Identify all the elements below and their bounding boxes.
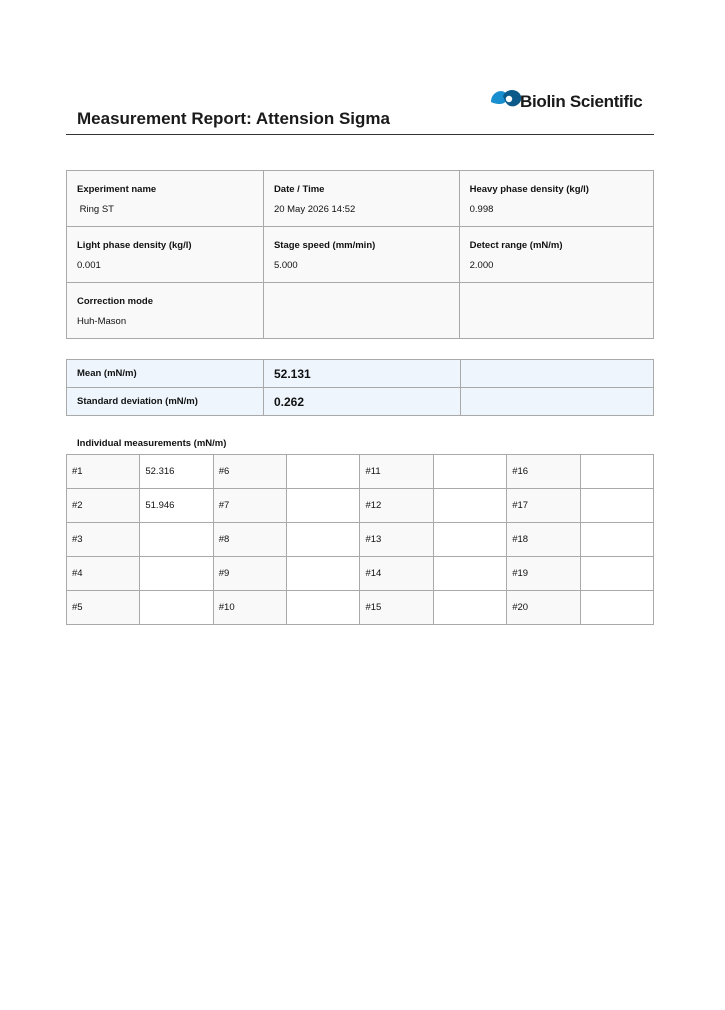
- measurement-value: [140, 591, 213, 625]
- light-phase-density-label: Light phase density (kg/l): [77, 240, 192, 251]
- measurement-value: [580, 489, 653, 523]
- experiment-name-cell: [67, 171, 264, 227]
- measurement-row: [67, 523, 654, 557]
- std-value: 0.262: [264, 388, 461, 416]
- heavy-phase-density-value: 0.998: [469, 204, 494, 215]
- mean-row: [67, 360, 654, 388]
- measurement-row: [67, 489, 654, 523]
- measurement-index: #3: [67, 523, 140, 557]
- measurement-value: [287, 489, 360, 523]
- measurement-row: [67, 455, 654, 489]
- measurement-index: #18: [507, 523, 580, 557]
- title-divider: [66, 134, 654, 135]
- measurement-value: [140, 523, 213, 557]
- detect-range-value: 2.000: [469, 260, 494, 271]
- measurement-value: 52.316: [140, 455, 213, 489]
- light-phase-density-value: 0.001: [77, 260, 101, 271]
- mean-value: 52.131: [264, 360, 461, 388]
- measurement-value: [433, 523, 506, 557]
- logo-text: Biolin Scientific: [520, 92, 643, 111]
- measurement-index: #13: [360, 523, 433, 557]
- measurement-row: [67, 557, 654, 591]
- measurement-index: #9: [213, 557, 286, 591]
- measurement-index: #10: [213, 591, 286, 625]
- measurement-value: [580, 557, 653, 591]
- experiment-name-value: Ring ST: [77, 204, 114, 215]
- measurement-value: [580, 591, 653, 625]
- correction-mode-label: Correction mode: [77, 296, 154, 307]
- measurement-value: [287, 523, 360, 557]
- experiment-name-label: Experiment name: [77, 184, 157, 195]
- measurement-value: [433, 591, 506, 625]
- brand-logo: [488, 82, 653, 122]
- measurement-index: #2: [67, 489, 140, 523]
- measurement-value: 51.946: [140, 489, 213, 523]
- measurement-index: #5: [67, 591, 140, 625]
- detect-range-label: Detect range (mN/m): [469, 240, 563, 251]
- mean-label: Mean (mN/m): [67, 360, 264, 388]
- biolin-logo-icon: [488, 82, 524, 118]
- empty-cell: [461, 388, 654, 416]
- measurement-index: #14: [360, 557, 433, 591]
- date-time-label: Date / Time: [273, 184, 325, 195]
- measurement-value: [580, 523, 653, 557]
- measurement-index: #19: [507, 557, 580, 591]
- stage-speed-value: 5.000: [273, 260, 298, 271]
- measurement-index: #7: [213, 489, 286, 523]
- measurements-title: Individual measurements (mN/m): [77, 438, 227, 449]
- measurement-index: #16: [507, 455, 580, 489]
- measurement-value: [140, 557, 213, 591]
- measurement-value: [433, 489, 506, 523]
- std-row: [67, 388, 654, 416]
- measurement-index: #15: [360, 591, 433, 625]
- measurements-table: [66, 454, 654, 625]
- measurement-value: [433, 455, 506, 489]
- measurement-index: #4: [67, 557, 140, 591]
- correction-mode-value: Huh-Mason: [77, 316, 127, 327]
- date-time-value: 20 May 2026 14:52: [273, 204, 356, 215]
- measurement-index: #6: [213, 455, 286, 489]
- empty-cell: [459, 283, 653, 339]
- measurement-index: #1: [67, 455, 140, 489]
- measurement-value: [433, 557, 506, 591]
- heavy-phase-density-label: Heavy phase density (kg/l): [469, 184, 589, 195]
- statistics-table: [66, 359, 654, 416]
- measurement-index: #20: [507, 591, 580, 625]
- experiment-info-table: [66, 170, 654, 339]
- empty-cell: [263, 283, 459, 339]
- measurement-index: #11: [360, 455, 433, 489]
- light-phase-density-cell: [67, 227, 264, 283]
- detect-range-cell: [459, 227, 653, 283]
- measurement-value: [287, 591, 360, 625]
- page-title: Measurement Report: Attension Sigma: [77, 109, 390, 128]
- measurement-value: [287, 557, 360, 591]
- measurement-index: #17: [507, 489, 580, 523]
- measurement-index: #12: [360, 489, 433, 523]
- heavy-phase-density-cell: [459, 171, 653, 227]
- measurement-row: [67, 591, 654, 625]
- empty-cell: [461, 360, 654, 388]
- measurement-index: #8: [213, 523, 286, 557]
- correction-mode-cell: [67, 283, 264, 339]
- std-label: Standard deviation (mN/m): [67, 388, 264, 416]
- measurement-value: [287, 455, 360, 489]
- stage-speed-cell: [263, 227, 459, 283]
- date-time-cell: [263, 171, 459, 227]
- measurement-value: [580, 455, 653, 489]
- stage-speed-label: Stage speed (mm/min): [273, 240, 376, 251]
